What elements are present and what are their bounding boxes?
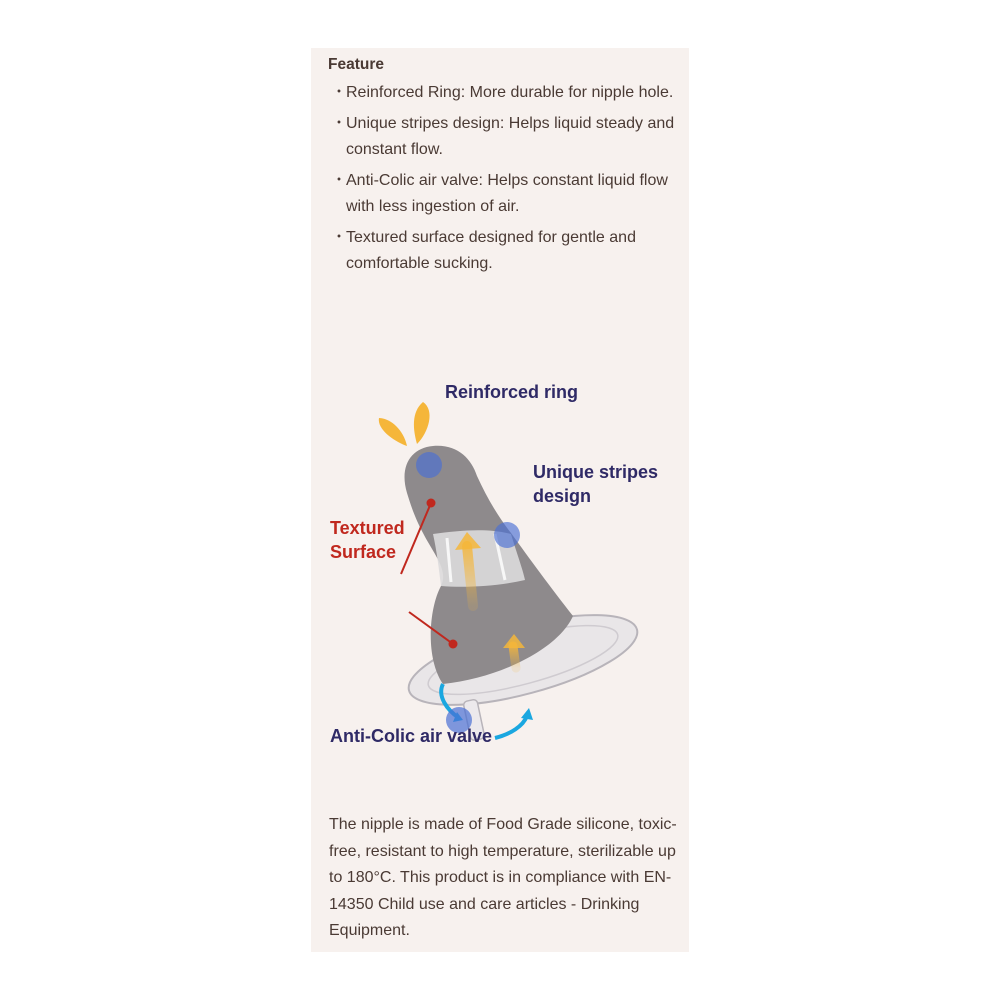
callout-dot-reinforced-ring — [416, 452, 442, 478]
feature-item-textured-surface — [329, 225, 681, 277]
label-anti-colic-air-valve: Anti-Colic air valve — [330, 726, 493, 746]
label-reinforced-ring: Reinforced ring — [445, 382, 579, 402]
callout-dot-unique-stripes — [494, 522, 520, 548]
feature-item-anti-colic — [329, 168, 681, 220]
feature-item-text: Textured surface designed for gentle and comfortable sucking. — [346, 229, 636, 272]
feature-heading: Feature — [328, 56, 384, 73]
label-line: Unique stripes — [533, 462, 659, 482]
product-info-card — [311, 48, 689, 952]
feature-item-text: Unique stripes design: Helps liquid steady and constant flow. — [346, 115, 675, 158]
milk-drop-icon — [379, 418, 407, 446]
feature-list — [329, 80, 681, 282]
milk-drop-icon — [414, 402, 430, 444]
feature-item-unique-stripes — [329, 111, 681, 163]
label-textured-surface — [330, 516, 405, 564]
label-line: Surface — [330, 542, 397, 562]
bullet: ・ — [331, 172, 348, 189]
label-unique-stripes — [533, 460, 658, 508]
bullet: ・ — [331, 229, 348, 246]
feature-item-text: Anti-Colic air valve: Helps constant liquid flow with less ingestion of air. — [346, 172, 668, 215]
feature-item-text: Reinforced Ring: More durable for nipple hole. — [346, 84, 674, 101]
bullet: ・ — [331, 115, 348, 132]
bullet: ・ — [331, 84, 348, 101]
product-description: The nipple is made of Food Grade silicone, toxic-free, resistant to high temperature, sterilizable up to 180°C. This product is in compliance with EN-14350 Child use and care articles - Drinking Equipment. — [329, 816, 677, 939]
feature-item-reinforced-ring — [329, 80, 681, 106]
label-line: design — [533, 486, 592, 506]
label-line: Textured — [330, 518, 405, 538]
